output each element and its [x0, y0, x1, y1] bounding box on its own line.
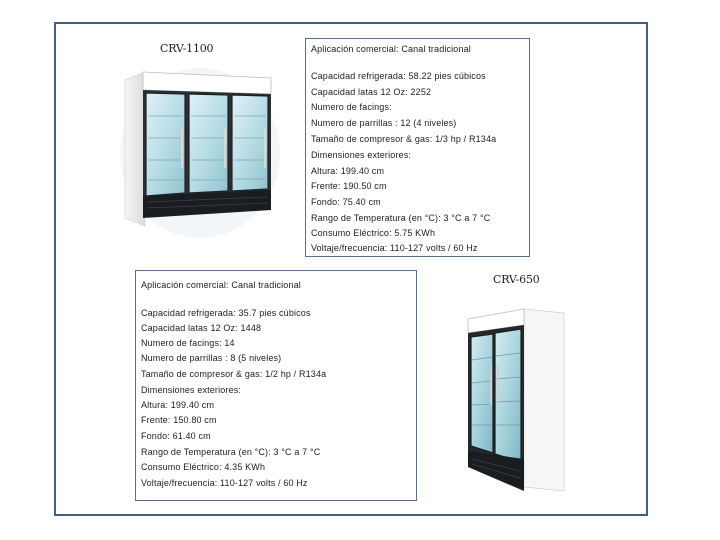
- spec-height: Altura: 199.40 cm: [311, 166, 385, 176]
- spec-consumption: Consumo Eléctrico: 4.35 KWh: [141, 462, 266, 472]
- spec-voltage: Voltaje/frecuencia: 110-127 volts / 60 Hz: [311, 243, 478, 253]
- spec-facings: Numero de facings:: [311, 102, 392, 112]
- spec-compressor: Tamaño de compresor & gas: 1/2 hp / R134a: [141, 369, 327, 379]
- spec-voltage: Voltaje/frecuencia: 110-127 volts / 60 Hz: [141, 478, 308, 488]
- spec-capacity: Capacidad refrigerada: 35.7 pies cúbicos: [141, 308, 311, 318]
- spec-height: Altura: 199.40 cm: [141, 400, 215, 410]
- spec-application: Aplicación comercial: Canal tradicional: [311, 44, 471, 54]
- two-door-refrigerator-image: [462, 305, 570, 497]
- spec-width: Frente: 190.50 cm: [311, 181, 387, 191]
- spec-box-crv-1100: [305, 38, 530, 257]
- spec-temperature: Rango de Temperatura (en °C): 3 °C a 7 °C: [311, 213, 491, 223]
- model-label-crv-1100: CRV-1100: [160, 42, 214, 55]
- spec-dimensions-heading: Dimensiones exteriores:: [141, 385, 241, 395]
- model-label-crv-650: CRV-650: [493, 273, 540, 286]
- spec-dimensions-heading: Dimensiones exteriores:: [311, 150, 411, 160]
- spec-cans: Capacidad latas 12 Oz: 1448: [141, 323, 262, 333]
- spec-consumption: Consumo Eléctrico: 5.75 KWh: [311, 228, 436, 238]
- spec-shelves: Numero de parrillas : 12 (4 niveles): [311, 118, 457, 128]
- spec-application: Aplicación comercial: Canal tradicional: [141, 280, 301, 290]
- spec-shelves: Numero de parrillas : 8 (5 niveles): [141, 353, 282, 363]
- spec-depth: Fondo: 75.40 cm: [311, 197, 381, 207]
- spec-box-crv-650: [135, 270, 417, 501]
- spec-depth: Fondo: 61.40 cm: [141, 431, 211, 441]
- three-door-refrigerator-image: [115, 58, 285, 238]
- spec-facings: Numero de facings: 14: [141, 338, 235, 348]
- spec-capacity: Capacidad refrigerada: 58.22 pies cúbicos: [311, 71, 486, 81]
- spec-compressor: Tamaño de compresor & gas: 1/3 hp / R134a: [311, 134, 497, 144]
- spec-width: Frente: 150.80 cm: [141, 415, 217, 425]
- spec-cans: Capacidad latas 12 Oz: 2252: [311, 87, 432, 97]
- spec-temperature: Rango de Temperatura (en °C): 3 °C a 7 °C: [141, 447, 321, 457]
